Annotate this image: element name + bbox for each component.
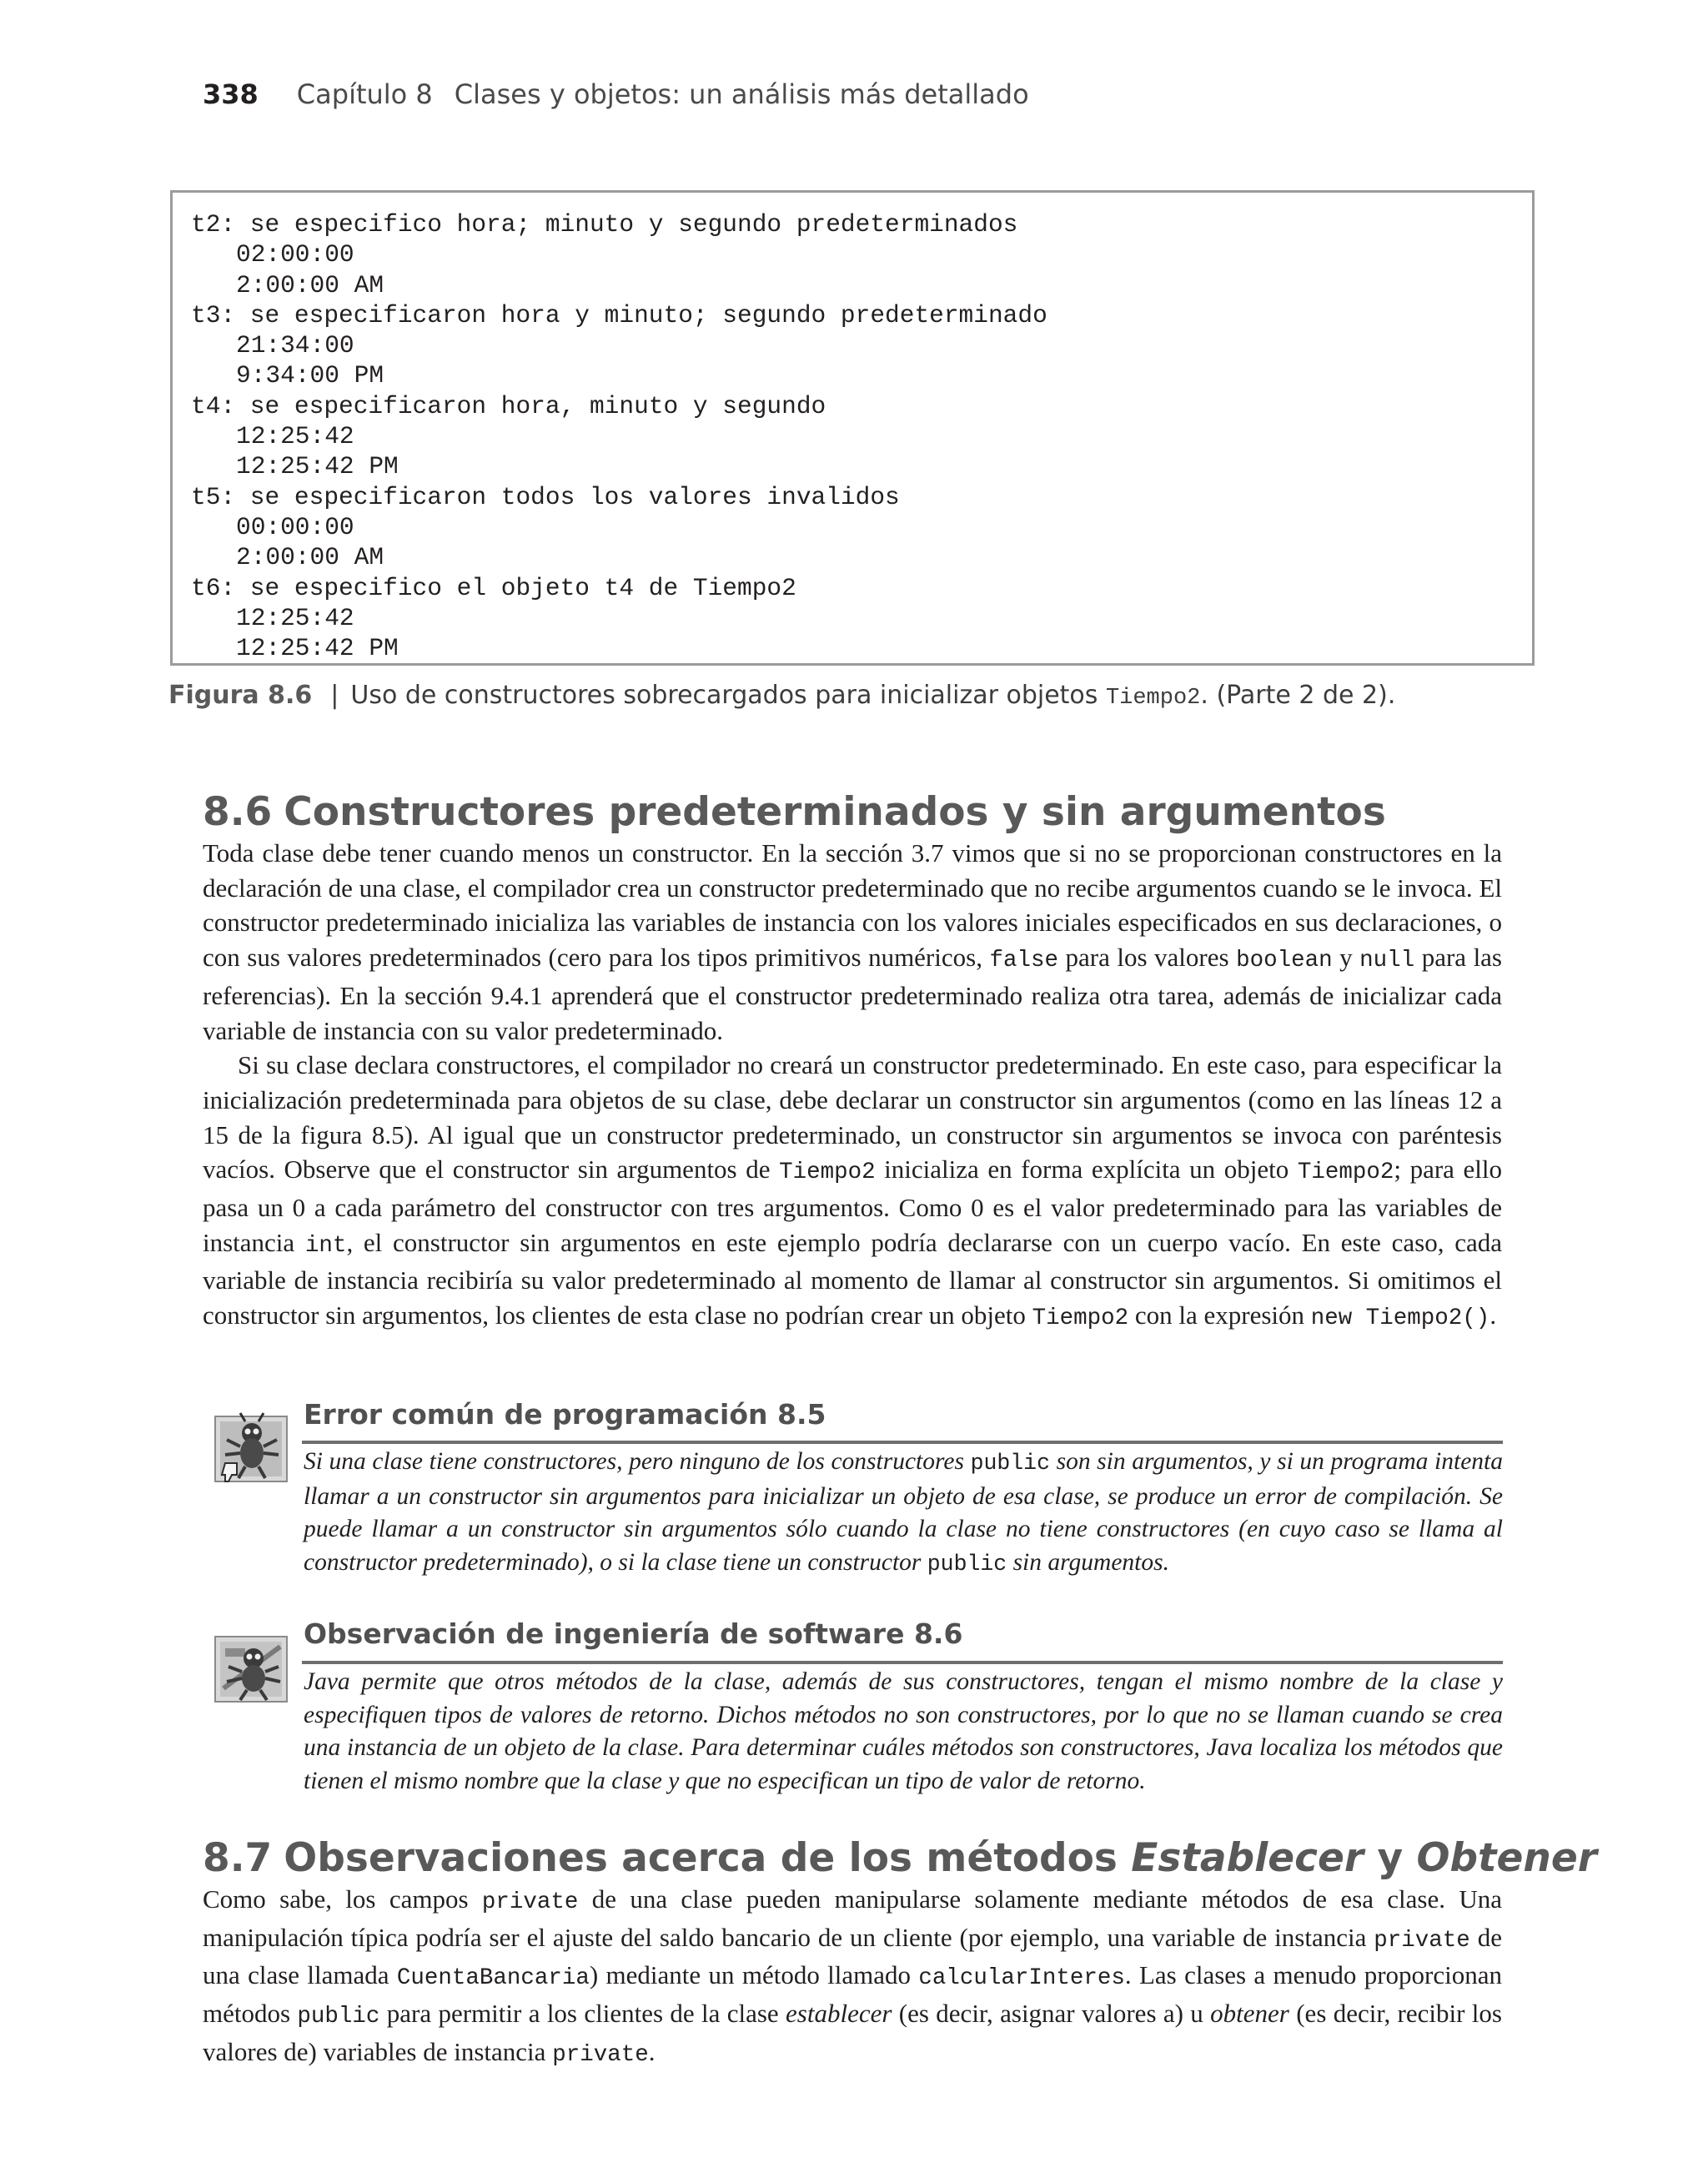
- page-number: 338: [203, 78, 259, 110]
- inline-code: calcularInteres: [918, 1965, 1125, 1992]
- paragraph: Toda clase debe tener cuando menos un constructor. En la sección 3.7 vimos que si no se proporcionan constructores en la declaración de una clase, el compilador crea un constructor predeterminado que no recibe argumentos cuando se le invoca. El constructor predeterminado inicializa las variables de instancia con los valores iniciales especificados en sus declaraciones, o con sus valores predeterminados (cero para los tipos primitivos numéricos, false para los valores boolean y null para las referencias). En la sección 9.4.1 aprenderá que el constructor predeterminado realiza otra tarea, además de inicializar cada variable de instancia con su valor predeterminado.: [203, 838, 1502, 1045]
- inline-code: boolean: [1236, 948, 1333, 974]
- section-title: Constructores predeterminados y sin argumentos: [284, 789, 1386, 835]
- chapter-title: Clases y objetos: un análisis más detallado: [454, 78, 1029, 110]
- output-line: 12:25:42 PM: [236, 452, 399, 481]
- inline-code: private: [552, 2041, 649, 2068]
- caption-separator: |: [330, 681, 339, 710]
- section-heading-8-7: [203, 1835, 1597, 1881]
- section-8-7-body: [203, 1882, 1502, 2073]
- section-title-emphasis: Establecer: [1131, 1835, 1364, 1881]
- section-title: y: [1364, 1835, 1417, 1881]
- inline-code: Tiempo2: [779, 1159, 876, 1186]
- caption-text-end: . (Parte 2 de 2).: [1200, 681, 1396, 710]
- inline-code: private: [1374, 1927, 1470, 1954]
- section-number: 8.7: [203, 1835, 273, 1881]
- output-line: 12:25:42: [236, 422, 354, 451]
- inline-code: Tiempo2: [1297, 1159, 1394, 1186]
- inline-code: int: [304, 1232, 347, 1259]
- running-header: [203, 78, 1029, 110]
- inline-code: CuentaBancaria: [396, 1965, 590, 1992]
- section-heading-8-6: [203, 789, 1386, 835]
- output-line: t6: se especifico el objeto t4 de Tiempo2: [191, 573, 796, 602]
- output-line: 00:00:00: [236, 512, 354, 541]
- tip-body-observation: [304, 1666, 1503, 1798]
- caption-text: Uso de constructores sobrecargados para inicializar objetos: [350, 681, 1106, 710]
- tip-body-error: [304, 1446, 1503, 1582]
- paragraph: Si su clase declara constructores, el compilador no creará un constructor predeterminado. En este caso, para especificar la inicialización predeterminada para objetos de su clase, debe declarar un constructor sin argumentos (como en las líneas 12 a 15 de la figura 8.5). Al igual que un constructor predeterminado, un constructor sin argumentos se invoca con paréntesis vacíos. Observe que el constructor sin argumentos de Tiempo2 inicializa en forma explícita un objeto Tiempo2; para ello pasa un 0 a cada parámetro del constructor con tres argumentos. Como 0 es el valor predeterminado para las variables de instancia int, el constructor sin argumentos en este ejemplo podría declararse con un cuerpo vacío. En este caso, cada variable de instancia recibiría su valor predeterminado al momento de llamar al constructor sin argumentos. Si omitimos el constructor sin argumentos, los clientes de esta clase no podrían crear un objeto Tiempo2 con la expresión new Tiempo2().: [203, 1050, 1502, 1332]
- section-8-6-body: [203, 836, 1502, 1336]
- tip-paragraph: Java permite que otros métodos de la clase, además de sus constructores, tengan el mismo nombre de la clase y especifiquen tipos de valores de retorno. Dichos métodos no son constructores, por lo que no se llaman cuando se crea una instancia de un objeto de la clase. Para determinar cuáles métodos son constructores, Java localiza los métodos que tienen el mismo nombre que la clase y que no especifican un tipo de valor de retorno.: [304, 1668, 1503, 1795]
- caption-code: Tiempo2: [1105, 686, 1201, 711]
- emphasis: establecer: [786, 1999, 892, 2029]
- output-line: 2:00:00 AM: [236, 270, 384, 299]
- bug-thumbs-down-icon: [214, 1410, 290, 1486]
- tip-title-error: Error común de programación 8.5: [304, 1398, 826, 1431]
- inline-code: public: [970, 1451, 1050, 1476]
- program-output-box: [170, 190, 1535, 666]
- figure-caption: [168, 681, 1395, 711]
- figure-label: Figura 8.6: [168, 681, 313, 710]
- inline-code: public: [297, 2004, 380, 2030]
- output-line: t5: se especificaron todos los valores invalidos: [191, 482, 900, 511]
- section-title: Observaciones acerca de los métodos: [284, 1835, 1132, 1881]
- output-line: t3: se especificaron hora y minuto; segundo predeterminado: [191, 300, 1047, 329]
- tip-paragraph: Si una clase tiene constructores, pero ninguno de los constructores public son sin argumentos, y si un programa intenta llamar a un constructor sin argumentos para inicializar un objeto de esa clase, se produce un error de compilación. Se puede llamar a un constructor sin argumentos sólo cuando la clase no tiene constructores (en cuyo caso se llama al constructor predeterminado), o si la clase tiene un constructor public sin argumentos.: [304, 1448, 1503, 1577]
- section-number: 8.6: [203, 789, 273, 835]
- emphasis: obtener: [1210, 1999, 1289, 2029]
- inline-code: public: [927, 1552, 1007, 1577]
- inline-code: new Tiempo2(): [1310, 1305, 1490, 1332]
- output-line: 12:25:42 PM: [236, 634, 399, 663]
- output-line: 21:34:00: [236, 331, 354, 360]
- section-title-emphasis: Obtener: [1416, 1835, 1597, 1881]
- output-line: 2:00:00 AM: [236, 543, 384, 572]
- inline-code: Tiempo2: [1032, 1305, 1129, 1332]
- paragraph: Como sabe, los campos private de una clase pueden manipularse solamente mediante métodos de esa clase. Una manipulación típica podría ser el ajuste del saldo bancario de un cliente (por ejemplo, una variable de instancia private de una clase llamada CuentaBancaria) mediante un método llamado calcularInteres. Las clases a menudo proporcionan métodos public para permitir a los clientes de la clase establecer (es decir, asignar valores a) u obtener (es decir, recibir los valores de) variables de instancia private.: [203, 1884, 1502, 2068]
- output-line: 12:25:42: [236, 603, 354, 632]
- chapter-label: Capítulo 8: [296, 78, 433, 110]
- inline-code: false: [989, 948, 1058, 974]
- output-line: 02:00:00: [236, 240, 354, 269]
- tip-title-observation: Observación de ingeniería de software 8.6: [304, 1617, 963, 1650]
- tip-divider: [302, 1661, 1503, 1664]
- output-line: t2: se especifico hora; minuto y segundo predeterminados: [191, 210, 1018, 239]
- output-line: 9:34:00 PM: [236, 361, 384, 390]
- inline-code: private: [481, 1889, 579, 1915]
- output-line: t4: se especificaron hora, minuto y segundo: [191, 391, 826, 420]
- inline-code: null: [1359, 948, 1415, 974]
- tip-divider: [302, 1441, 1503, 1444]
- bug-engineer-icon: [214, 1630, 290, 1707]
